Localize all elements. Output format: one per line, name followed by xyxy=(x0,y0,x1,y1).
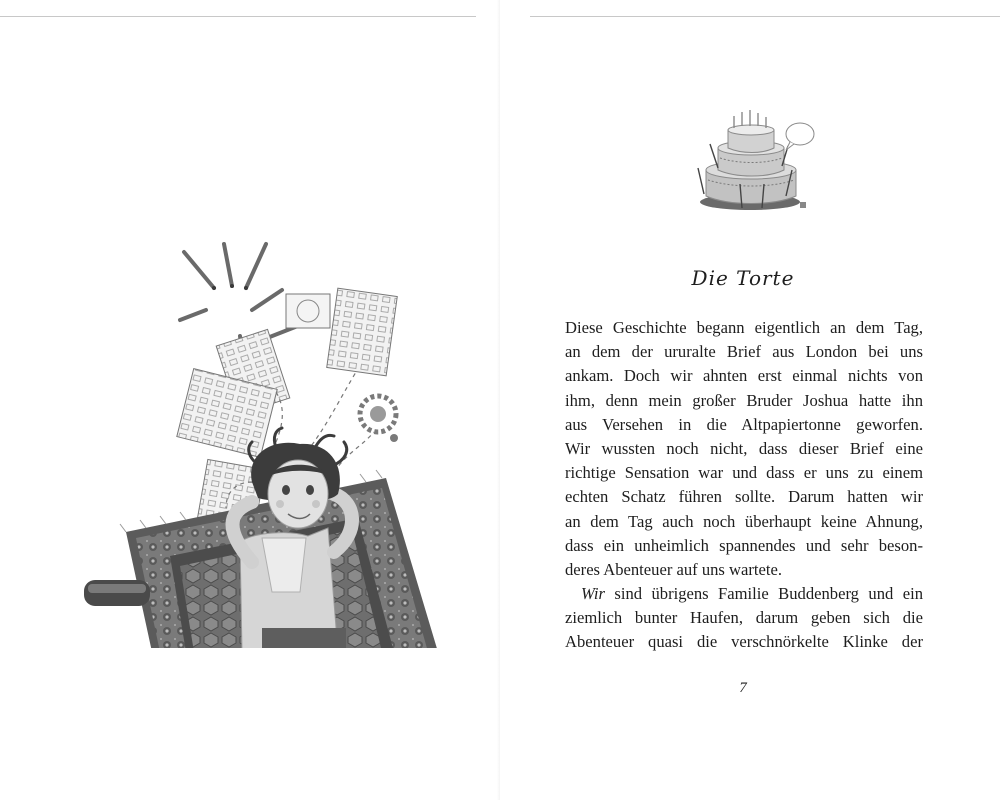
page-top-edge xyxy=(530,16,1000,17)
text-line: ihm, denn mein großer Bruder Joshua hatte ihn xyxy=(565,390,923,410)
page-number: 7 xyxy=(739,680,747,696)
page-top-edge xyxy=(0,16,476,17)
chapter-body-text xyxy=(565,316,923,655)
girl-on-rug-illustration xyxy=(76,232,448,648)
text-line-paragraph-start xyxy=(565,582,923,606)
text-line: echten Schatz führen sollte. Darum hatten wir xyxy=(565,487,923,507)
text-line: an dem Tag auch noch überhaupt keine Ahnung, xyxy=(565,511,923,531)
text-line: richtige Sensation war und dass er uns zu einem xyxy=(565,463,923,483)
birthday-cake-illustration xyxy=(688,108,818,218)
text-line: aus Versehen in die Altpapiertonne geworfen. xyxy=(565,414,923,434)
text-line-rest: sind übrigens Familie Buddenberg und ein xyxy=(604,584,923,604)
text-line: ankam. Doch wir ahnten erst einmal nichts von xyxy=(565,366,923,386)
text-line: deres Abenteuer auf uns wartete. xyxy=(565,559,783,579)
text-line: Diese Geschichte begann eigentlich an dem Tag, xyxy=(565,318,923,337)
text-line: dass ein unheimlich spannendes und sehr beson- xyxy=(565,535,923,555)
text-line: Wir wussten noch nicht, dass dieser Brief eine xyxy=(565,438,923,458)
chapter-title: Die Torte xyxy=(691,266,795,290)
text-line: ziemlich bunter Haufen, darum geben sich die xyxy=(565,608,923,628)
text-line: Abenteuer quasi die verschnörkelte Klinke der xyxy=(565,632,923,652)
text-line: an dem der ururalte Brief aus London bei uns xyxy=(565,342,923,362)
emphasized-word: Wir xyxy=(581,584,605,604)
